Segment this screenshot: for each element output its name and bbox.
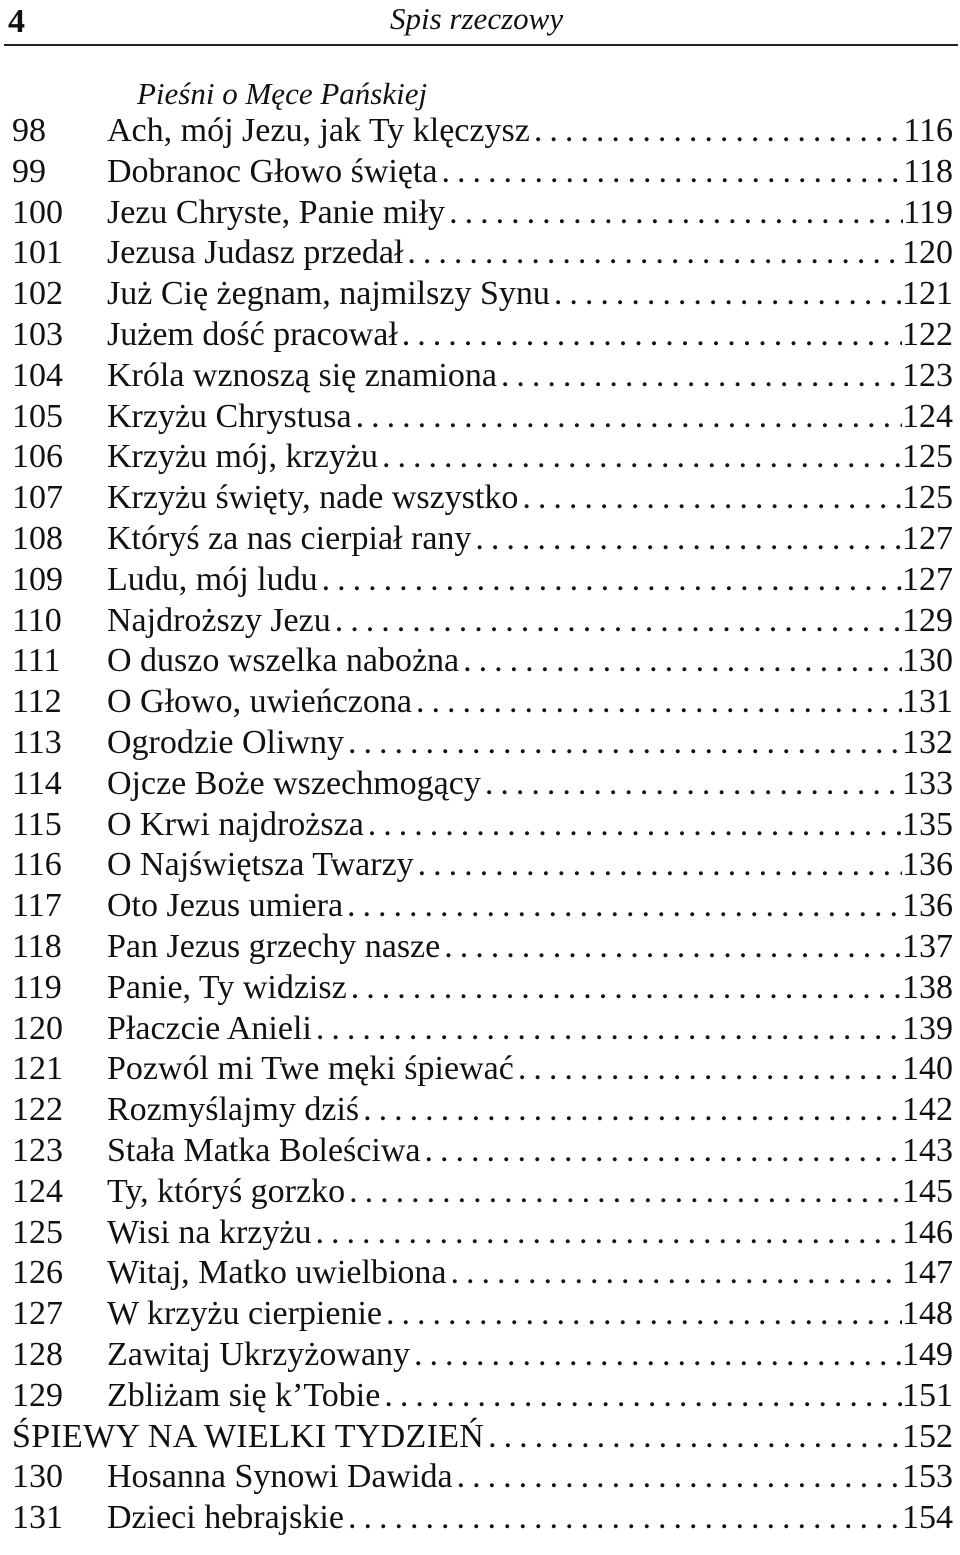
dot-leader	[437, 152, 903, 192]
dot-leader	[414, 845, 902, 885]
entry-title: Dzieci hebrajskie	[107, 1499, 344, 1537]
entry-number: 128	[12, 1335, 63, 1373]
entry-title: Dobranoc Głowo święta	[107, 152, 438, 190]
entry-title: Najdroższy Jezu	[107, 601, 331, 639]
entry-page: 122	[902, 315, 953, 353]
entry-title: Krzyżu Chrystusa	[107, 397, 352, 435]
toc-entry	[12, 397, 953, 438]
toc-entry	[12, 601, 953, 642]
toc-entry	[12, 1049, 953, 1090]
entry-number: 107	[12, 479, 63, 517]
entry-title: Jużem dość pracował	[107, 315, 398, 353]
toc-entry	[12, 1213, 953, 1254]
entry-page: 121	[902, 275, 953, 313]
header-rule	[4, 44, 958, 46]
section-heading-title: ŚPIEWY NA WIELKI TYDZIEŃ	[12, 1417, 485, 1455]
entry-number: 129	[12, 1376, 63, 1414]
entry-page: 130	[902, 642, 953, 680]
entry-title: Stała Matka Boleściwa	[107, 1131, 421, 1169]
entry-page: 131	[902, 683, 953, 721]
entry-number: 100	[12, 193, 63, 231]
dot-leader	[453, 1457, 902, 1497]
entry-number: 114	[12, 764, 62, 802]
dot-leader	[412, 682, 902, 722]
entry-page: 137	[902, 927, 953, 965]
dot-leader	[481, 764, 902, 804]
entry-title: Rozmyślajmy dziś	[107, 1091, 360, 1129]
entry-number: 98	[12, 112, 46, 149]
entry-number: 120	[12, 1009, 63, 1047]
entry-title: Zawitaj Ukrzyżowany	[107, 1335, 411, 1373]
toc-entry	[12, 764, 953, 805]
dot-leader	[484, 1417, 902, 1457]
entry-title: O Głowo, uwieńczona	[107, 683, 412, 721]
entry-page: 120	[902, 234, 953, 272]
toc-entry	[12, 1498, 953, 1539]
entry-page: 139	[902, 1009, 953, 1047]
entry-number: 110	[12, 601, 62, 639]
toc-entry	[12, 1294, 953, 1335]
entry-number: 127	[12, 1295, 63, 1333]
entry-page: 132	[902, 723, 953, 761]
entry-title: Panie, Ty widzisz	[107, 968, 347, 1006]
entry-title: Wisi na krzyżu	[107, 1213, 312, 1251]
entry-page: 138	[902, 968, 953, 1006]
entry-number: 115	[12, 805, 62, 843]
dot-leader	[550, 274, 902, 314]
dot-leader	[312, 1009, 902, 1049]
toc-entry	[12, 560, 953, 601]
entry-page: 152	[902, 1417, 953, 1455]
toc-entry	[12, 1253, 953, 1294]
entry-page: 145	[902, 1172, 953, 1210]
dot-leader	[359, 1090, 902, 1130]
entry-number: 101	[12, 234, 63, 272]
entry-title: Któryś za nas cierpiał rany	[107, 519, 472, 557]
toc-entry	[12, 641, 953, 682]
entry-number: 102	[12, 275, 63, 313]
entry-page: 140	[902, 1050, 953, 1088]
entry-title: Ludu, mój ludu	[107, 560, 318, 598]
toc-entry	[12, 723, 953, 764]
entry-page: 151	[902, 1376, 953, 1414]
entry-title: Hosanna Synowi Dawida	[107, 1458, 453, 1496]
entry-title: O Krwi najdroższa	[107, 805, 364, 843]
entry-title: Zbliżam się k’Tobie	[107, 1376, 381, 1414]
dot-leader	[331, 601, 902, 641]
entry-title: Ach, mój Jezu, jak Ty klęczysz	[107, 112, 530, 149]
entry-page: 129	[902, 601, 953, 639]
entry-number: 119	[12, 968, 62, 1006]
entry-number: 124	[12, 1172, 63, 1210]
entry-title: Ty, któryś gorzko	[107, 1172, 346, 1210]
entry-page: 148	[902, 1295, 953, 1333]
entry-title: Króla wznoszą się znamiona	[107, 356, 497, 394]
entry-page: 136	[902, 846, 953, 884]
entry-title: Płaczcie Anieli	[107, 1009, 312, 1047]
dot-leader	[403, 233, 902, 273]
entry-title: W krzyżu cierpienie	[107, 1295, 383, 1333]
dot-leader	[343, 886, 902, 926]
entry-page: 124	[902, 397, 953, 435]
toc-entry	[12, 1457, 953, 1498]
toc-entry	[12, 845, 953, 886]
entry-number: 108	[12, 519, 63, 557]
entry-number: 125	[12, 1213, 63, 1251]
entry-title: Krzyżu święty, nade wszystko	[107, 479, 519, 517]
toc-entry	[12, 315, 953, 356]
entry-number: 121	[12, 1050, 63, 1088]
dot-leader	[311, 1213, 902, 1253]
running-title: Spis rzeczowy	[390, 1, 564, 36]
entry-number: 103	[12, 315, 63, 353]
entry-title: O Najświętsza Twarzy	[107, 846, 414, 884]
toc-entry	[12, 233, 953, 274]
entry-title: Jezu Chryste, Panie miły	[107, 193, 446, 231]
entry-page: 116	[903, 112, 953, 149]
dot-leader	[471, 519, 902, 559]
entry-number: 116	[12, 846, 62, 884]
entry-number: 118	[12, 927, 62, 965]
entry-number: 109	[12, 560, 63, 598]
entry-page: 125	[902, 438, 953, 476]
toc-entry	[12, 805, 953, 846]
entry-page: 125	[902, 479, 953, 517]
entry-title: Oto Jezus umiera	[107, 887, 344, 925]
dot-leader	[420, 1131, 902, 1171]
entry-page: 123	[902, 356, 953, 394]
entry-page: 143	[902, 1131, 953, 1169]
dot-leader	[344, 1498, 902, 1538]
entry-number: 104	[12, 356, 63, 394]
toc-entry	[12, 274, 953, 315]
page-header	[0, 0, 960, 47]
dot-leader	[459, 641, 902, 681]
toc-entry	[12, 1090, 953, 1131]
dot-leader	[497, 356, 902, 396]
toc-entry	[12, 682, 953, 723]
toc-entry	[12, 927, 953, 968]
entry-number: 130	[12, 1458, 63, 1496]
toc-entry	[12, 1009, 953, 1050]
entry-title: Pozwól mi Twe męki śpiewać	[107, 1050, 514, 1088]
entry-title: Ogrodzie Oliwny	[107, 723, 345, 761]
dot-leader	[352, 397, 902, 437]
toc-entry	[12, 437, 953, 478]
table-of-contents	[12, 111, 953, 1539]
entry-page: 136	[902, 887, 953, 925]
entry-page: 133	[902, 764, 953, 802]
entry-title: Już Cię żegnam, najmilszy Synu	[107, 275, 550, 313]
dot-leader	[447, 1253, 902, 1293]
entry-title: Pan Jezus grzechy nasze	[107, 927, 441, 965]
dot-leader	[518, 478, 902, 518]
dot-leader	[318, 560, 902, 600]
toc-entry	[12, 478, 953, 519]
dot-leader	[445, 193, 903, 233]
entry-page: 118	[903, 152, 953, 190]
entry-page: 153	[902, 1458, 953, 1496]
toc-entry	[12, 111, 953, 152]
entry-page: 135	[902, 805, 953, 843]
entry-title: Ojcze Boże wszechmogący	[107, 764, 481, 802]
entry-number: 105	[12, 397, 63, 435]
entry-title: Witaj, Matko uwielbiona	[107, 1254, 447, 1292]
toc-entry	[12, 519, 953, 560]
dot-leader	[410, 1335, 902, 1375]
entry-number: 117	[12, 887, 62, 925]
entry-page: 149	[902, 1335, 953, 1373]
entry-page: 119	[903, 193, 953, 231]
toc-entry	[12, 1172, 953, 1213]
toc-section-heading	[12, 1417, 953, 1458]
dot-leader	[345, 1172, 902, 1212]
entry-number: 131	[12, 1499, 63, 1537]
dot-leader	[514, 1049, 902, 1089]
entry-number: 112	[12, 683, 62, 721]
entry-number: 126	[12, 1254, 63, 1292]
dot-leader	[347, 968, 902, 1008]
entry-page: 127	[902, 560, 953, 598]
toc-entry	[12, 886, 953, 927]
entry-number: 106	[12, 438, 63, 476]
entry-title: O duszo wszelka nabożna	[107, 642, 460, 680]
entry-number: 113	[12, 723, 62, 761]
toc-entry	[12, 1131, 953, 1172]
entry-page: 127	[902, 519, 953, 557]
entry-title: Jezusa Judasz przedał	[107, 234, 404, 272]
page-number: 4	[8, 3, 25, 40]
entry-page: 154	[902, 1499, 953, 1537]
dot-leader	[378, 437, 902, 477]
entry-page: 147	[902, 1254, 953, 1292]
entry-number: 99	[12, 152, 46, 190]
toc-entry	[12, 356, 953, 397]
toc-entry	[12, 968, 953, 1009]
entry-number: 122	[12, 1091, 63, 1129]
dot-leader	[398, 315, 902, 355]
entry-page: 142	[902, 1091, 953, 1129]
dot-leader	[344, 723, 902, 763]
dot-leader	[440, 927, 902, 967]
dot-leader	[364, 805, 902, 845]
toc-entry	[12, 1335, 953, 1376]
entry-title: Krzyżu mój, krzyżu	[107, 438, 378, 476]
toc-entry	[12, 193, 953, 234]
dot-leader	[382, 1294, 902, 1334]
section-title: Pieśni o Męce Pańskiej	[137, 76, 428, 111]
dot-leader	[530, 111, 903, 151]
dot-leader	[380, 1376, 902, 1416]
entry-number: 111	[12, 642, 61, 680]
toc-entry	[12, 1376, 953, 1417]
entry-page: 146	[902, 1213, 953, 1251]
entry-number: 123	[12, 1131, 63, 1169]
toc-entry	[12, 152, 953, 193]
